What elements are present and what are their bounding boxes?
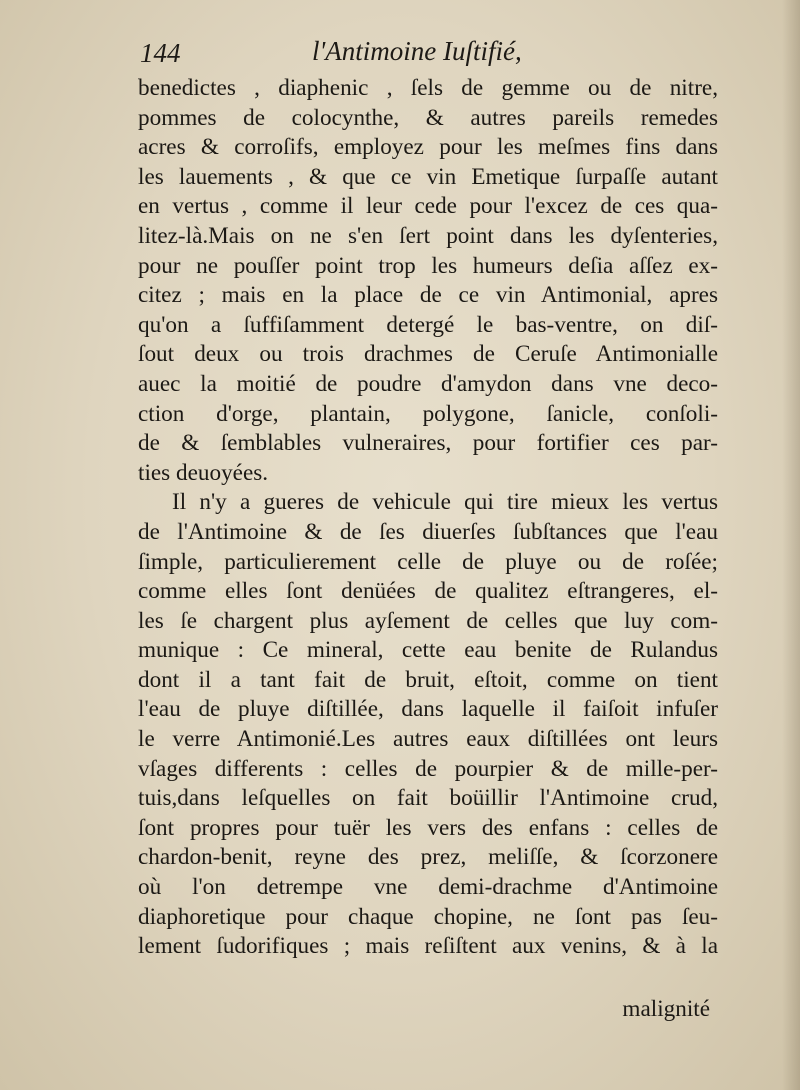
text-line: munique : Ce mineral, cette eau benite de Rulandus (138, 637, 718, 664)
text-line: de & ſemblables vulneraires, pour fortifier ces par- (138, 430, 718, 457)
text-line: lement ſudorifiques ; mais reſiſtent aux venins, & à la (138, 933, 718, 960)
text-line: l'eau de pluye diſtillée, dans laquelle il faiſoit infuſer (138, 696, 718, 723)
text-line: citez ; mais en la place de ce vin Antimonial, apres (138, 282, 718, 309)
page-number: 144 (140, 38, 181, 68)
body-text (138, 74, 718, 962)
text-line: les ſe chargent plus ayſement de celles que luy com- (138, 607, 718, 634)
text-line: ction d'orge, plantain, polygone, ſanicle, conſoli- (138, 400, 718, 427)
page-header (140, 36, 700, 76)
text-line: litez-là.Mais on ne s'en ſert point dans les dyſenteries, (138, 222, 718, 249)
page-edge-shadow (782, 0, 800, 1090)
text-line: dont il a tant fait de bruit, eſtoit, comme on tient (138, 666, 718, 693)
text-line: les lauements , & que ce vin Emetique ſurpaſſe autant (138, 163, 718, 190)
text-line: acres & corroſifs, employez pour les meſmes fins dans (138, 134, 718, 161)
text-line: comme elles ſont denüées de qualitez eſtrangeres, el- (138, 578, 718, 605)
text-line: le verre Antimonié.Les autres eaux diſtillées ont leurs (138, 726, 718, 753)
text-line: vſages differents : celles de pourpier & de mille-per- (138, 755, 718, 782)
text-line: chardon-benit, reyne des prez, meliſſe, & ſcorzonere (138, 844, 718, 871)
text-line: Il n'y a gueres de vehicule qui tire mieux les vertus (172, 489, 718, 516)
text-line: diaphoretique pour chaque chopine, ne ſont pas ſeu- (138, 903, 718, 930)
text-line: ſont propres pour tuër les vers des enfans : celles de (138, 814, 718, 841)
text-line: tuis,dans leſquelles on fait boüillir l'Antimoine crud, (138, 785, 718, 812)
running-title: l'Antimoine Iuſtifié, (312, 36, 522, 66)
text-line: ſout deux ou trois drachmes de Ceruſe Antimonialle (138, 341, 718, 368)
text-line: auec la moitié de poudre d'amydon dans vne deco- (138, 370, 718, 397)
text-line: en vertus , comme il leur cede pour l'excez de ces qua- (138, 193, 718, 220)
catchword: malignité (622, 996, 710, 1022)
text-line: où l'on detrempe vne demi-drachme d'Antimoine (138, 874, 718, 901)
text-line: de l'Antimoine & de ſes diuerſes ſubſtances que l'eau (138, 518, 718, 545)
text-line: ties deuoyées. (138, 459, 269, 486)
text-line: benedictes , diaphenic , ſels de gemme ou de nitre, (138, 75, 718, 101)
text-line: pommes de colocynthe, & autres pareils remedes (138, 104, 718, 131)
text-line: qu'on a ſuffiſamment detergé le bas-ventre, on diſ- (138, 311, 718, 338)
text-line: pour ne pouſſer point trop les humeurs deſia aſſez ex- (138, 252, 718, 279)
text-line: ſimple, particulierement celle de pluye ou de roſée; (138, 548, 718, 575)
